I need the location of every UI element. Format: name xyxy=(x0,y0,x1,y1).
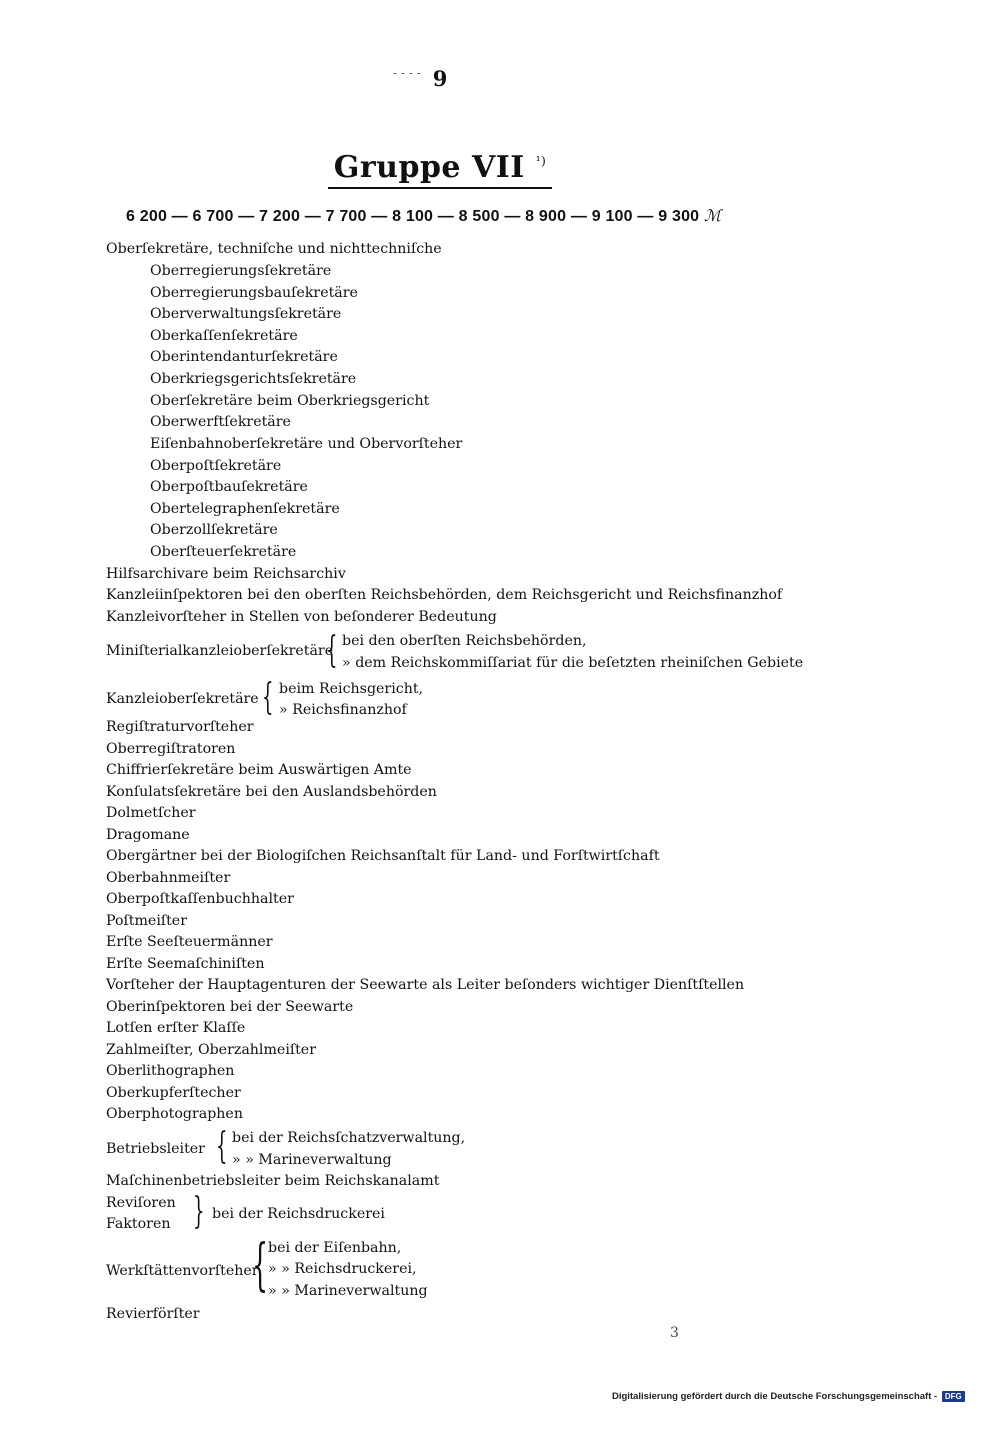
entry-46: Maſchinenbetriebsleiter beim Reichskanalamt xyxy=(106,1173,440,1189)
curly-brace: { xyxy=(252,1233,269,1298)
entry-5: Oberintendanturſekretäre xyxy=(150,349,338,365)
entry-11: Oberpoſtbauſekretäre xyxy=(150,479,308,495)
page-number-dash: - - - - xyxy=(393,66,421,80)
entry-43: Betriebsleiter xyxy=(106,1141,205,1157)
entry-49: bei der Reichsdruckerei xyxy=(212,1206,385,1222)
closing-curly-brace: } xyxy=(193,1191,205,1232)
entry-10: Oberpoſtſekretäre xyxy=(150,458,282,474)
entry-22: beim Reichsgericht, xyxy=(279,681,424,697)
entry-6: Oberkriegsgerichtsſekretäre xyxy=(150,371,357,387)
group-title xyxy=(0,150,880,189)
entry-16: Kanzleiinſpektoren bei den oberſten Reichsbehörden, dem Reichsgericht und Reichsfinanzhof xyxy=(106,587,783,603)
entry-30: Obergärtner bei der Biologiſchen Reichsanſtalt für Land- und Forſtwirtſchaft xyxy=(106,848,660,864)
sheet-signature: 3 xyxy=(670,1325,679,1341)
entry-13: Oberzollſekretäre xyxy=(150,522,278,538)
entry-47: Reviſoren xyxy=(106,1195,176,1211)
entry-54: Revierförſter xyxy=(106,1306,200,1322)
entry-48: Faktoren xyxy=(106,1216,171,1232)
entry-27: Konſulatsſekretäre bei den Auslandsbehörden xyxy=(106,784,437,800)
entry-38: Lotſen erſter Klaſſe xyxy=(106,1020,246,1036)
entry-12: Obertelegraphenſekretäre xyxy=(150,501,340,517)
entry-45: » » Marineverwaltung xyxy=(232,1152,392,1168)
entry-25: Oberregiſtratoren xyxy=(106,741,236,757)
entry-42: Oberphotographen xyxy=(106,1106,243,1122)
entry-32: Oberpoſtkaſſenbuchhalter xyxy=(106,891,294,907)
entry-23: » Reichsfinanzhof xyxy=(279,702,407,718)
entry-37: Oberinſpektoren bei der Seewarte xyxy=(106,999,354,1015)
curly-brace: { xyxy=(326,630,338,671)
entry-33: Poſtmeiſter xyxy=(106,913,187,929)
entry-1: Oberregierungsſekretäre xyxy=(150,263,332,279)
curly-brace: { xyxy=(262,677,274,718)
entry-4: Oberkaſſenſekretäre xyxy=(150,328,298,344)
entry-53: » » Marineverwaltung xyxy=(268,1283,428,1299)
entry-31: Oberbahnmeiſter xyxy=(106,870,231,886)
entry-40: Oberlithographen xyxy=(106,1063,235,1079)
entry-19: bei den oberſten Reichsbehörden, xyxy=(342,633,587,649)
salary-values: 6 200 — 6 700 — 7 200 — 7 700 — 8 100 — 8 500 — 8 900 — 9 100 — 9 300 xyxy=(126,208,700,225)
entry-24: Regiſtraturvorſteher xyxy=(106,719,254,735)
entry-39: Zahlmeiſter, Oberzahlmeiſter xyxy=(106,1042,316,1058)
footer-text: Digitalisierung gefördert durch die Deutsche Forschungsgemeinschaft - xyxy=(612,1391,938,1402)
entry-35: Erſte Seemaſchiniſten xyxy=(106,956,265,972)
page-number: 9 xyxy=(432,66,448,91)
digitization-footer xyxy=(612,1391,965,1402)
entry-15: Hilfsarchivare beim Reichsarchiv xyxy=(106,566,346,582)
group-title-label: Gruppe VII xyxy=(333,150,525,185)
entry-0: Oberſekretäre, techniſche und nichttechniſche xyxy=(106,241,442,257)
entry-8: Oberwerftſekretäre xyxy=(150,414,291,430)
entry-34: Erſte Seeſteuermänner xyxy=(106,934,273,950)
entry-36: Vorſteher der Hauptagenturen der Seewarte als Leiter beſonders wichtiger Dienſtſtellen xyxy=(106,977,745,993)
entry-52: » » Reichsdruckerei, xyxy=(268,1261,417,1277)
entry-44: bei der Reichsſchatzverwaltung, xyxy=(232,1130,466,1146)
entry-29: Dragomane xyxy=(106,827,190,843)
entry-9: Eiſenbahnoberſekretäre und Obervorſteher xyxy=(150,436,463,452)
group-title-text xyxy=(328,150,553,189)
entry-20: » dem Reichskommiſſariat für die beſetzten rheiniſchen Gebiete xyxy=(342,655,804,671)
salary-unit: ℳ xyxy=(703,206,722,225)
title-footnote-marker: ¹) xyxy=(535,154,547,168)
curly-brace: { xyxy=(216,1126,228,1167)
entry-14: Oberſteuerſekretäre xyxy=(150,544,297,560)
entry-41: Oberkupferſtecher xyxy=(106,1085,241,1101)
entry-17: Kanzleivorſteher in Stellen von beſonderer Bedeutung xyxy=(106,609,497,625)
entry-51: bei der Eiſenbahn, xyxy=(268,1240,402,1256)
entry-28: Dolmetſcher xyxy=(106,805,196,821)
entry-7: Oberſekretäre beim Oberkriegsgericht xyxy=(150,393,430,409)
entry-21: Kanzleioberſekretäre xyxy=(106,691,259,707)
salary-scale xyxy=(126,206,806,226)
entry-18: Miniſterialkanzleioberſekretäre xyxy=(106,643,334,659)
entry-2: Oberregierungsbauſekretäre xyxy=(150,285,358,301)
entry-26: Chiffrierſekretäre beim Auswärtigen Amte xyxy=(106,762,412,778)
entry-50: Werkſtättenvorſteher xyxy=(106,1263,259,1279)
entry-3: Oberverwaltungsſekretäre xyxy=(150,306,342,322)
dfg-logo: DFG xyxy=(942,1391,965,1402)
